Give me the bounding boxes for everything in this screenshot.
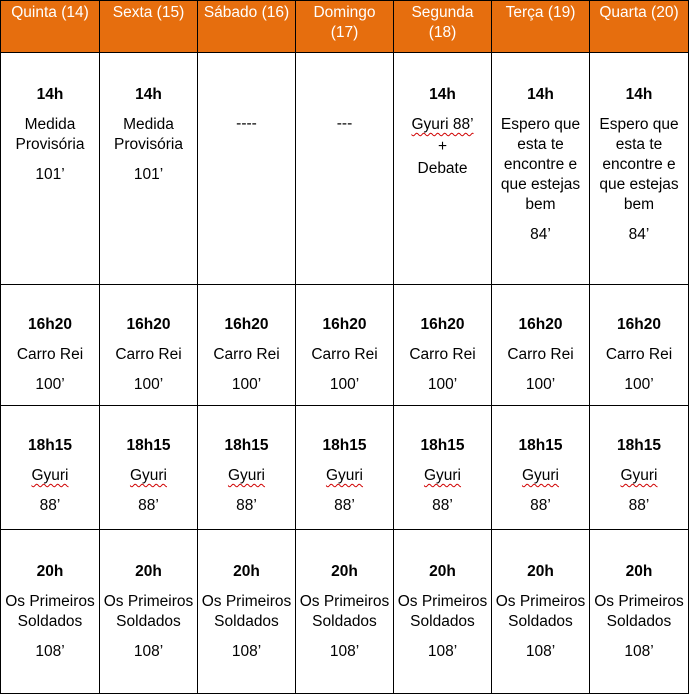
session-time: 20h xyxy=(36,563,64,580)
schedule-cell xyxy=(1,406,100,530)
session-time: 18h15 xyxy=(420,437,465,454)
day-header-sabado: Sábado (16) xyxy=(198,1,296,53)
session-time: 18h15 xyxy=(617,437,661,454)
schedule-cell xyxy=(198,285,296,406)
movie-title: Carro Rei xyxy=(213,346,280,363)
movie-duration: 108’ xyxy=(231,643,262,660)
movie-title xyxy=(396,466,489,486)
session-time: 14h xyxy=(36,86,64,103)
session-time: 20h xyxy=(135,563,162,580)
movie-title: Carro Rei xyxy=(507,346,574,363)
movie-title-text: Gyuri xyxy=(227,467,266,484)
movie-title: Os Primeiros Soldados xyxy=(594,593,684,630)
movie-duration: 88’ xyxy=(138,497,159,514)
movie-title: Os Primeiros Soldados xyxy=(5,593,95,630)
schedule-cell xyxy=(492,406,590,530)
schedule-cell xyxy=(492,53,590,285)
schedule-row-18h15 xyxy=(1,406,689,530)
extra-event: Debate xyxy=(417,160,468,177)
movie-duration: 100’ xyxy=(624,376,654,393)
movie-title: Os Primeiros Soldados xyxy=(103,593,194,630)
session-time: 16h20 xyxy=(224,316,269,333)
movie-duration: 88’ xyxy=(236,497,257,514)
movie-title-text: Gyuri xyxy=(521,467,560,484)
header-row xyxy=(1,1,689,53)
schedule-cell xyxy=(492,285,590,406)
movie-title xyxy=(396,115,489,135)
movie-duration: 88’ xyxy=(39,497,61,514)
schedule-cell xyxy=(296,406,394,530)
movie-duration: 88’ xyxy=(628,497,650,514)
movie-title-text: Gyuri xyxy=(620,467,658,484)
movie-duration: 100’ xyxy=(427,376,458,393)
movie-title xyxy=(3,466,97,486)
schedule-cell xyxy=(198,406,296,530)
no-session-dash: --- xyxy=(336,115,353,132)
session-time: 16h20 xyxy=(28,316,72,333)
session-time: 18h15 xyxy=(126,437,171,454)
schedule-row-14h xyxy=(1,53,689,285)
schedule-cell xyxy=(1,53,100,285)
movie-duration: 100’ xyxy=(329,376,360,393)
movie-title: Carro Rei xyxy=(115,346,182,363)
movie-duration: 84’ xyxy=(530,226,551,243)
movie-title-text: Gyuri xyxy=(325,467,364,484)
movie-duration: 108’ xyxy=(133,643,164,660)
schedule-cell xyxy=(100,406,198,530)
day-header-quinta: Quinta (14) xyxy=(1,1,100,53)
movie-duration: 84’ xyxy=(628,226,650,243)
no-session-dash: ---- xyxy=(236,115,257,132)
schedule-row-20h xyxy=(1,530,689,694)
schedule-cell-empty xyxy=(198,53,296,285)
movie-duration: 88’ xyxy=(530,497,551,514)
schedule-cell xyxy=(394,530,492,694)
day-header-sexta: Sexta (15) xyxy=(100,1,198,53)
plus-sign: + xyxy=(437,138,448,155)
movie-title: Os Primeiros Soldados xyxy=(201,593,292,630)
session-time: 18h15 xyxy=(322,437,367,454)
movie-duration: 101’ xyxy=(133,166,164,183)
movie-duration: 101’ xyxy=(35,166,65,183)
session-time: 18h15 xyxy=(28,437,72,454)
movie-duration: 108’ xyxy=(35,643,65,660)
movie-title xyxy=(494,466,587,486)
movie-title: Espero que esta te encontre e que estejas bem xyxy=(599,116,679,213)
movie-title-text: Gyuri xyxy=(31,467,69,484)
session-time: 20h xyxy=(331,563,358,580)
schedule-cell xyxy=(100,285,198,406)
schedule-cell xyxy=(296,285,394,406)
movie-title: Os Primeiros Soldados xyxy=(495,593,586,630)
movie-title xyxy=(298,466,391,486)
movie-duration: 100’ xyxy=(133,376,164,393)
movie-title-text: Gyuri 88’ xyxy=(411,116,474,133)
movie-title: Carro Rei xyxy=(311,346,378,363)
session-time: 20h xyxy=(625,563,653,580)
movie-title: Carro Rei xyxy=(409,346,476,363)
movie-title-text: Gyuri xyxy=(423,467,462,484)
session-time: 20h xyxy=(429,563,456,580)
movie-duration: 100’ xyxy=(35,376,65,393)
schedule-cell xyxy=(198,530,296,694)
session-time: 20h xyxy=(527,563,554,580)
schedule-row-16h20 xyxy=(1,285,689,406)
movie-title: Medida Provisória xyxy=(15,116,85,153)
movie-duration: 108’ xyxy=(427,643,458,660)
session-time: 14h xyxy=(625,86,653,103)
session-time: 16h20 xyxy=(126,316,171,333)
day-header-segunda: Segunda (18) xyxy=(394,1,492,53)
movie-duration: 88’ xyxy=(334,497,355,514)
movie-title: Os Primeiros Soldados xyxy=(397,593,488,630)
schedule-cell xyxy=(590,406,689,530)
schedule-cell xyxy=(492,530,590,694)
movie-title: Espero que esta te encontre e que estejas bem xyxy=(500,116,581,213)
session-time: 14h xyxy=(135,86,162,103)
schedule-cell xyxy=(590,530,689,694)
movie-title-text: Gyuri xyxy=(129,467,168,484)
schedule-cell xyxy=(1,285,100,406)
schedule-cell xyxy=(1,530,100,694)
movie-title: Carro Rei xyxy=(16,346,84,363)
movie-duration: 108’ xyxy=(329,643,360,660)
session-time: 18h15 xyxy=(224,437,269,454)
movie-duration: 108’ xyxy=(624,643,654,660)
schedule-cell xyxy=(296,530,394,694)
movie-title: Medida Provisória xyxy=(114,116,183,153)
session-time: 16h20 xyxy=(518,316,563,333)
movie-duration: 88’ xyxy=(432,497,453,514)
movie-title xyxy=(592,466,686,486)
schedule-cell xyxy=(394,285,492,406)
session-time: 20h xyxy=(233,563,260,580)
schedule-cell xyxy=(100,530,198,694)
session-time: 16h20 xyxy=(617,316,661,333)
session-time: 14h xyxy=(429,86,456,103)
day-header-domingo: Domingo (17) xyxy=(296,1,394,53)
session-time: 14h xyxy=(527,86,554,103)
day-header-terca: Terça (19) xyxy=(492,1,590,53)
day-header-quarta: Quarta (20) xyxy=(590,1,689,53)
movie-duration: 100’ xyxy=(525,376,556,393)
session-time: 16h20 xyxy=(420,316,465,333)
movie-title xyxy=(200,466,293,486)
movie-duration: 100’ xyxy=(231,376,262,393)
movie-title xyxy=(102,466,195,486)
session-time: 18h15 xyxy=(518,437,563,454)
schedule-cell xyxy=(394,53,492,285)
session-time: 16h20 xyxy=(322,316,367,333)
schedule-cell-empty xyxy=(296,53,394,285)
movie-duration: 108’ xyxy=(525,643,556,660)
schedule-cell xyxy=(394,406,492,530)
movie-title: Carro Rei xyxy=(605,346,673,363)
schedule-cell xyxy=(590,285,689,406)
schedule-cell xyxy=(590,53,689,285)
schedule-cell xyxy=(100,53,198,285)
movie-title: Os Primeiros Soldados xyxy=(299,593,390,630)
